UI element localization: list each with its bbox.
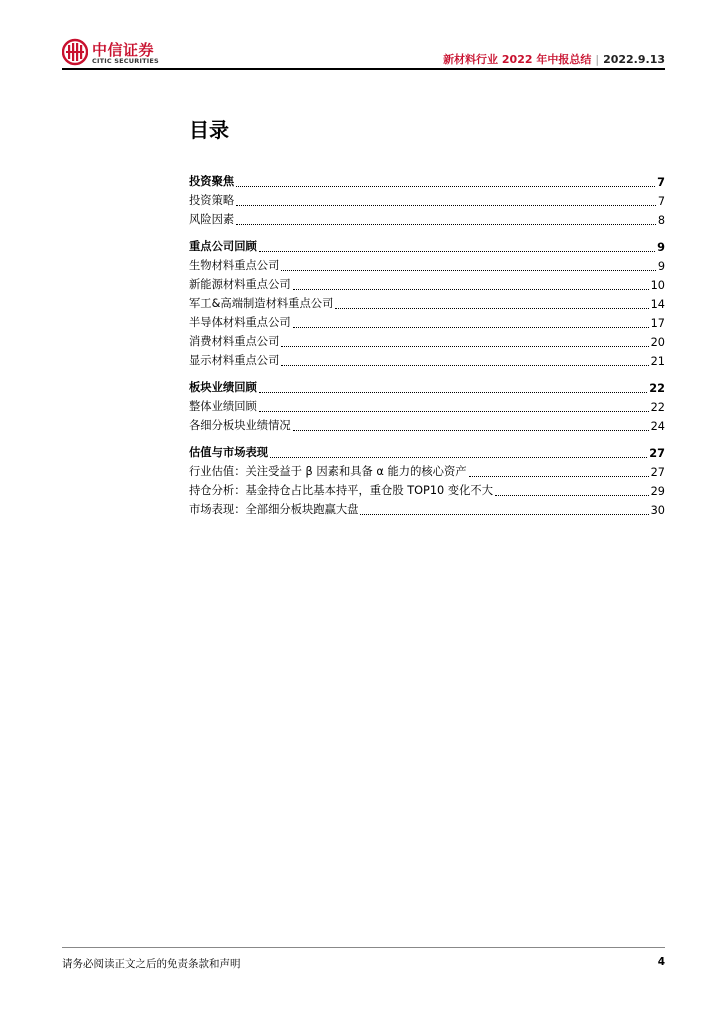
toc-entry-label: 整体业绩回顾 bbox=[189, 400, 257, 413]
toc-entry[interactable] bbox=[189, 414, 665, 433]
page-header bbox=[62, 36, 665, 70]
toc-entry-label: 风险因素 bbox=[189, 213, 235, 226]
toc-entry[interactable] bbox=[189, 292, 665, 311]
toc-entry-label: 持仓分析：基金持仓占比基本持平，重仓股 TOP10 变化不大 bbox=[189, 484, 493, 497]
toc-entry-page: 7 bbox=[657, 176, 665, 189]
toc-entry-page: 14 bbox=[650, 298, 665, 311]
toc-entry-label: 显示材料重点公司 bbox=[189, 354, 280, 367]
toc-entry-page: 22 bbox=[649, 382, 665, 395]
toc-entry-label: 军工&高端制造材料重点公司 bbox=[189, 297, 334, 310]
footer-divider bbox=[62, 947, 665, 948]
toc-section-entry[interactable] bbox=[189, 441, 665, 460]
toc-title: 目录 bbox=[189, 118, 229, 142]
toc-entry[interactable] bbox=[189, 254, 665, 273]
toc-dot-leader bbox=[469, 467, 649, 479]
toc-entry-page: 21 bbox=[650, 355, 665, 368]
toc-entry-page: 9 bbox=[657, 241, 665, 254]
footer-page-number: 4 bbox=[657, 956, 665, 968]
toc-entry-label: 估值与市场表现 bbox=[189, 446, 269, 459]
toc-entry[interactable] bbox=[189, 479, 665, 498]
toc-dot-leader bbox=[270, 448, 647, 460]
toc-entry-page: 9 bbox=[657, 260, 665, 273]
toc-entry-label: 半导体材料重点公司 bbox=[189, 316, 291, 329]
toc-dot-leader bbox=[259, 242, 655, 254]
toc-entry-page: 20 bbox=[650, 336, 665, 349]
toc-dot-leader bbox=[495, 486, 649, 498]
toc-entry[interactable] bbox=[189, 460, 665, 479]
toc-dot-leader bbox=[293, 421, 649, 433]
toc-dot-leader bbox=[236, 196, 656, 208]
toc-entry-page: 27 bbox=[650, 466, 665, 479]
toc-entry-label: 重点公司回顾 bbox=[189, 240, 257, 253]
toc-entry-label: 板块业绩回顾 bbox=[189, 381, 257, 394]
toc-dot-leader bbox=[236, 177, 655, 189]
toc-dot-leader bbox=[236, 215, 656, 227]
logo-chinese-text: 中信证券 bbox=[92, 41, 155, 59]
toc-dot-leader bbox=[281, 261, 655, 273]
toc-dot-leader bbox=[259, 402, 649, 414]
toc-entry-page: 7 bbox=[657, 195, 665, 208]
toc-entry-label: 各细分板块业绩情况 bbox=[189, 419, 291, 432]
toc-section-entry[interactable] bbox=[189, 170, 665, 189]
toc-entry-label: 生物材料重点公司 bbox=[189, 259, 280, 272]
toc-entry-page: 24 bbox=[650, 420, 665, 433]
toc-entry-page: 30 bbox=[650, 504, 665, 517]
toc-dot-leader bbox=[293, 318, 649, 330]
toc-entry-label: 新能源材料重点公司 bbox=[189, 278, 291, 291]
toc-entry[interactable] bbox=[189, 208, 665, 227]
toc-entry[interactable] bbox=[189, 189, 665, 208]
toc-section-entry[interactable] bbox=[189, 376, 665, 395]
toc-entry[interactable] bbox=[189, 498, 665, 517]
toc-entry-page: 27 bbox=[649, 447, 665, 460]
header-divider bbox=[62, 68, 665, 70]
toc-dot-leader bbox=[293, 280, 649, 292]
toc-entry-label: 投资聚焦 bbox=[189, 175, 235, 188]
toc-entry-label: 市场表现：全部细分板块跑赢大盘 bbox=[189, 503, 359, 516]
toc-dot-leader bbox=[281, 337, 648, 349]
toc-entry-page: 10 bbox=[650, 279, 665, 292]
toc-entry-label: 消费材料重点公司 bbox=[189, 335, 280, 348]
footer-disclaimer[interactable]: 请务必阅读正文之后的免责条款和声明 bbox=[62, 958, 241, 970]
report-title: 新材料行业 2022 年中报总结 bbox=[443, 53, 592, 66]
toc-dot-leader bbox=[360, 505, 648, 517]
toc-entry-label: 行业估值：关注受益于 β 因素和具备 α 能力的核心资产 bbox=[189, 465, 467, 478]
toc-entry[interactable] bbox=[189, 273, 665, 292]
toc-section-entry[interactable] bbox=[189, 235, 665, 254]
report-date: 2022.9.13 bbox=[603, 53, 665, 66]
toc-entry[interactable] bbox=[189, 311, 665, 330]
toc-dot-leader bbox=[259, 383, 647, 395]
citic-logo-icon bbox=[62, 38, 88, 68]
toc-dot-leader bbox=[335, 299, 648, 311]
toc-dot-leader bbox=[281, 356, 648, 368]
toc-entry[interactable] bbox=[189, 349, 665, 368]
toc-entry[interactable] bbox=[189, 395, 665, 414]
toc-entry-page: 17 bbox=[650, 317, 665, 330]
report-info bbox=[443, 51, 665, 67]
citic-logo bbox=[62, 38, 162, 68]
toc-entry-page: 8 bbox=[657, 214, 665, 227]
toc-entry-page: 29 bbox=[650, 485, 665, 498]
toc-entry-page: 22 bbox=[650, 401, 665, 414]
header-separator: | bbox=[595, 53, 600, 66]
toc-entry[interactable] bbox=[189, 330, 665, 349]
toc-entry-label: 投资策略 bbox=[189, 194, 235, 207]
table-of-contents bbox=[189, 170, 665, 517]
logo-english-text: CITIC SECURITIES bbox=[92, 57, 159, 65]
